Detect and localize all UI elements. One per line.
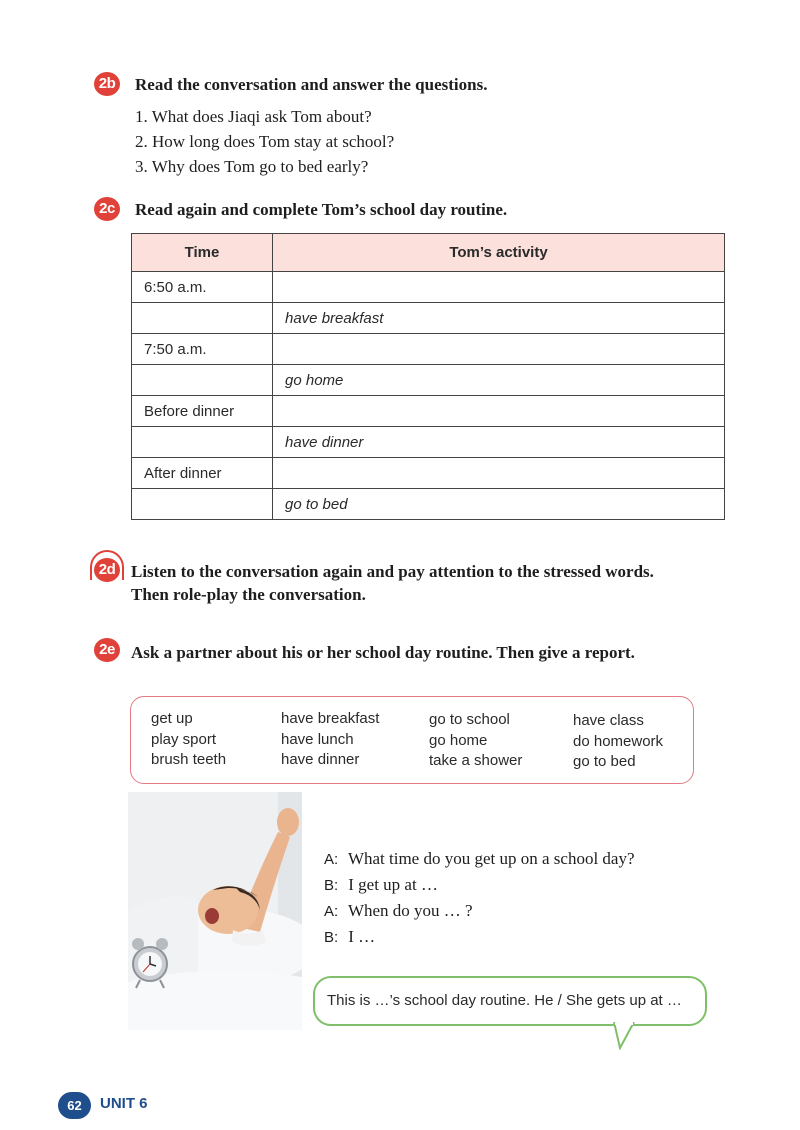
section-2d-heading-line1: Listen to the conversation again and pay attention to the stressed words.: [131, 562, 654, 581]
word-item: take a shower: [429, 752, 523, 769]
word-item: have lunch: [281, 730, 354, 748]
question-2: 2. How long does Tom stay at school?: [135, 132, 395, 151]
activity-cell[interactable]: [273, 396, 725, 427]
word-item: do homework: [573, 732, 664, 750]
word-column-3: [429, 710, 522, 772]
section-2c-badge: 2c: [94, 197, 120, 221]
time-cell: 6:50 a.m.: [132, 272, 273, 303]
word-item: have dinner: [281, 751, 360, 768]
dialogue-line: [324, 898, 635, 924]
time-cell[interactable]: [132, 303, 273, 334]
word-item: have class: [573, 712, 644, 729]
dialogue-line: [324, 872, 635, 898]
dialogue-line: [324, 846, 635, 872]
question-3: 3. Why does Tom go to bed early?: [135, 157, 369, 176]
dialogue-text: When do you … ?: [347, 901, 473, 920]
word-item: play sport: [151, 730, 217, 748]
time-cell: After dinner: [132, 458, 273, 489]
photo-illustration: [128, 792, 302, 1030]
section-2e-heading: Ask a partner about his or her school day routine. Then give a report.: [131, 643, 635, 662]
activity-cell: have dinner: [273, 427, 725, 458]
boy-waking-up-photo: [128, 792, 302, 1030]
section-2c-heading: Read again and complete Tom’s school day routine.: [135, 200, 508, 219]
word-column-1: [151, 709, 226, 771]
section-2b-heading: Read the conversation and answer the questions.: [135, 75, 488, 94]
question-1: 1. What does Jiaqi ask Tom about?: [135, 107, 372, 126]
section-2e-badge: 2e: [94, 638, 120, 662]
speaker-label: A:: [324, 851, 339, 868]
routine-table: [131, 233, 725, 520]
table-row: [132, 458, 725, 489]
table-header-row: [132, 234, 725, 272]
table-row: [132, 303, 725, 334]
table-row: [132, 427, 725, 458]
section-2d-heading-line2: Then role-play the conversation.: [131, 585, 366, 604]
activity-cell: have breakfast: [273, 303, 725, 334]
dialogue-text: I get up at …: [348, 875, 438, 894]
speaker-label: B:: [324, 929, 339, 946]
activity-cell: go home: [273, 365, 725, 396]
table-row: [132, 272, 725, 303]
section-2b-badge: 2b: [94, 72, 120, 96]
speaker-label: A:: [324, 903, 339, 920]
speaker-label: B:: [324, 877, 339, 894]
header-activity: Tom’s activity: [273, 234, 725, 272]
word-box: [130, 696, 694, 784]
word-column-2: [281, 709, 379, 771]
page-number: 62: [58, 1092, 91, 1119]
activity-cell: go to bed: [273, 489, 725, 520]
time-cell: Before dinner: [132, 396, 273, 427]
table-row: [132, 334, 725, 365]
activity-cell[interactable]: [273, 458, 725, 489]
table-row: [132, 365, 725, 396]
time-cell: 7:50 a.m.: [132, 334, 273, 365]
word-column-4: [573, 711, 663, 773]
time-cell[interactable]: [132, 427, 273, 458]
dialogue-text: I …: [348, 927, 376, 946]
dialogue: [324, 846, 635, 950]
word-item: go to bed: [573, 753, 636, 770]
report-speech-bubble: This is …’s school day routine. He / She gets up at …: [313, 976, 707, 1026]
activity-cell[interactable]: [273, 334, 725, 365]
word-item: go home: [429, 731, 488, 749]
table-row: [132, 396, 725, 427]
word-item: get up: [151, 710, 193, 727]
unit-label: UNIT 6: [100, 1095, 148, 1112]
time-cell[interactable]: [132, 365, 273, 396]
time-cell[interactable]: [132, 489, 273, 520]
activity-cell[interactable]: [273, 272, 725, 303]
section-2d-badge: 2d: [94, 558, 120, 582]
dialogue-text: What time do you get up on a school day?: [347, 849, 635, 868]
header-time: Time: [132, 234, 273, 272]
word-item: brush teeth: [151, 751, 227, 768]
dialogue-line: [324, 924, 635, 950]
word-item: go to school: [429, 711, 510, 728]
table-row: [132, 489, 725, 520]
word-item: have breakfast: [281, 710, 380, 727]
speech-bubble-tail-icon: [612, 1022, 638, 1050]
